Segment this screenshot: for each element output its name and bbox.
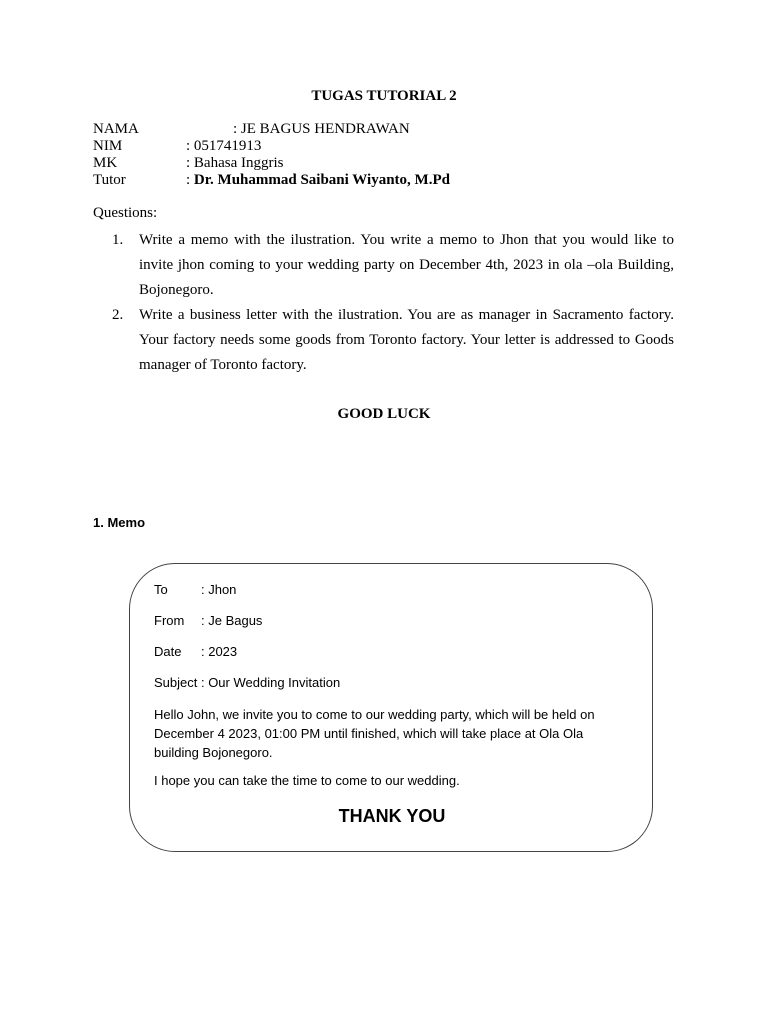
info-value-mk: : Bahasa Inggris <box>186 155 284 171</box>
good-luck-heading: GOOD LUCK <box>337 406 431 422</box>
memo-body: Hello John, we invite you to come to our wedding party, which will be held on December 4 2023, 01:00 PM until finished, which will take place at Ola Ola building Bojonegoro. <box>154 707 595 760</box>
question-item <box>112 228 674 303</box>
memo-subject: Subject : Our Wedding Invitation <box>154 675 341 690</box>
memo-from <box>154 613 262 628</box>
question-text: Write a business letter with the ilustration. You are as manager in Sacramento factory. Your factory needs some goods from Toronto factory. Your letter is addressed to Goods manager of Toronto factory. <box>139 307 674 373</box>
memo-closing: I hope you can take the time to come to our wedding. <box>154 773 460 788</box>
memo-to-value: : Jhon <box>201 582 237 597</box>
memo-date <box>154 644 237 659</box>
info-value-nama: : JE BAGUS HENDRAWAN <box>233 121 410 137</box>
question-item <box>112 303 674 378</box>
info-value-tutor <box>186 172 450 189</box>
info-value-nim: : 051741913 <box>186 138 262 154</box>
question-number: 1. <box>112 232 124 248</box>
info-key-nim: NIM <box>93 138 123 154</box>
info-key-tutor: Tutor <box>93 172 126 188</box>
info-key-nama: NAMA <box>93 121 139 137</box>
memo-date-key: Date <box>154 644 182 659</box>
document-title: TUGAS TUTORIAL 2 <box>311 88 457 104</box>
memo-section-heading: 1. Memo <box>93 515 146 530</box>
info-value-tutor-separator: : <box>186 172 194 188</box>
memo-to <box>154 582 236 597</box>
memo-date-value: : 2023 <box>201 644 238 659</box>
memo-thanks: THANK YOU <box>338 806 446 826</box>
questions-heading: Questions: <box>93 205 158 221</box>
memo-from-value: : Je Bagus <box>201 613 263 628</box>
memo-to-key: To <box>154 582 168 597</box>
questions-list <box>112 228 674 378</box>
info-value-tutor-name: Dr. Muhammad Saibani Wiyanto, M.Pd <box>193 172 450 188</box>
question-number: 2. <box>112 307 124 323</box>
question-text: Write a memo with the ilustration. You write a memo to Jhon that you would like to invite jhon coming to your wedding party on December 4th, 2023 in ola –ola Building, Bojonegoro. <box>139 232 674 298</box>
memo-from-key: From <box>154 613 185 628</box>
info-key-mk: MK <box>93 155 118 171</box>
